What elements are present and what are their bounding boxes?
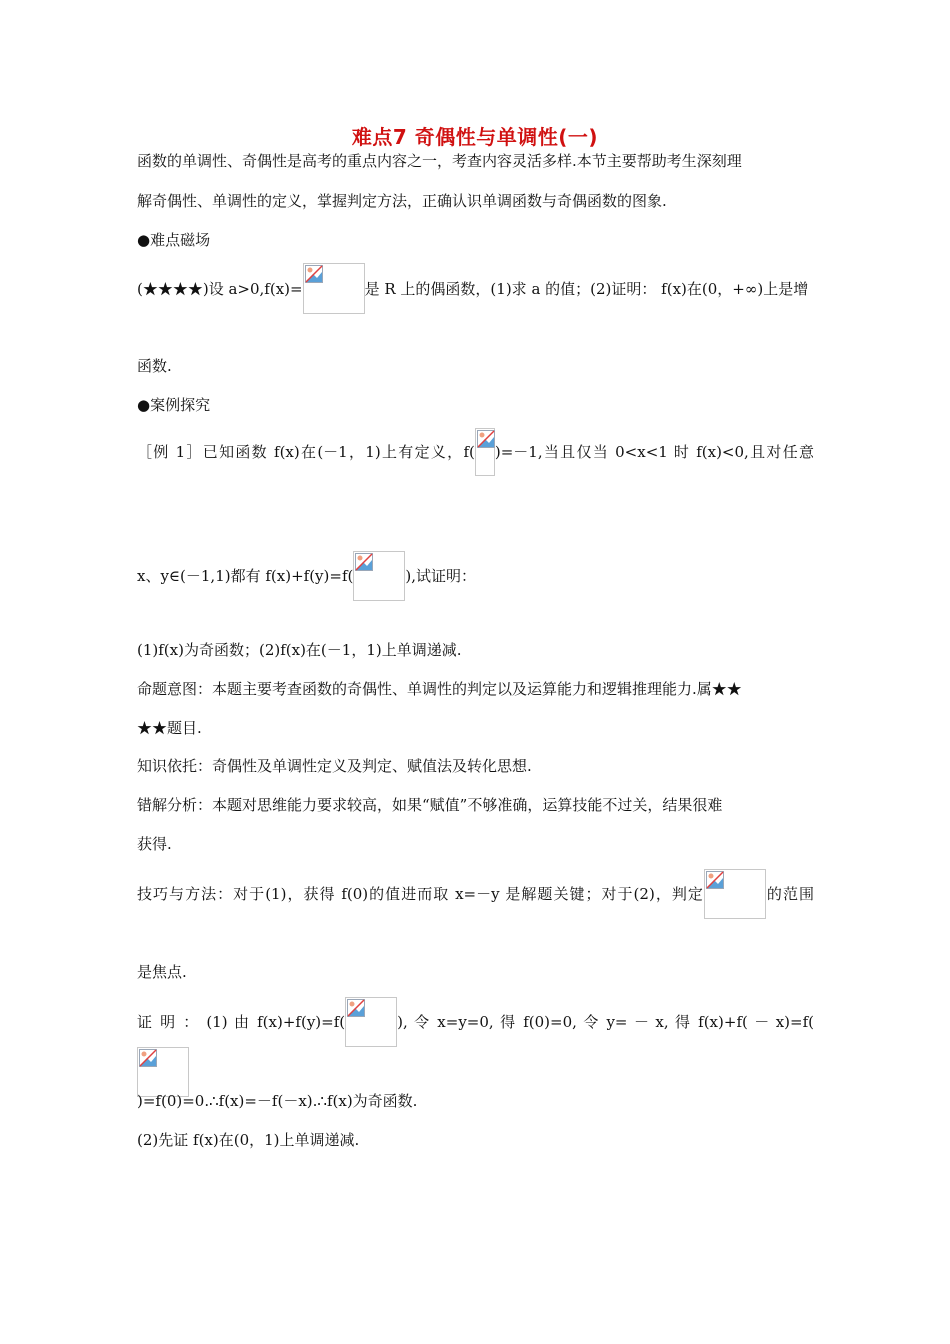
example-text-1a: ［例 1］已知函数 f(x)在(－1，1)上有定义，f( [137,443,475,461]
image-placeholder-icon [139,1049,157,1067]
skill-text-b: 的范围 [765,885,814,903]
formula-image [345,997,397,1047]
skill-line-2: 是焦点. [137,963,187,981]
proof-line-3: (2)先证 f(x)在(0，1)上单调递减. [137,1131,360,1149]
problem-text-b: 是 R 上的偶函数，(1)求 a 的值；(2)证明： f(x)在(0，+∞)上是增 [364,280,809,298]
example-line-2 [137,551,814,601]
error-line-2: 获得. [137,835,172,853]
example-text-2a: x、y∈(－1,1)都有 f(x)+f(y)=f( [137,567,354,585]
problem-line-1 [137,263,814,315]
example-text-1b: )=－1,当且仅当 0<x<1 时 f(x)<0,且对任意 [494,443,814,461]
example-line-1 [137,428,814,476]
example-line-3: (1)f(x)为奇函数；(2)f(x)在(－1，1)上单调递减. [137,641,462,659]
section-heading-difficulty: ●难点磁场 [137,231,211,249]
formula-image [704,869,766,919]
image-placeholder-icon [347,999,365,1017]
proof-text-1a: 证 明 ： (1) 由 f(x)+f(y)=f( [137,1013,346,1031]
formula-image [353,551,405,601]
image-placeholder-icon [477,430,495,448]
error-line-1: 错解分析：本题对思维能力要求较高，如果“赋值”不够准确，运算技能不过关，结果很难 [137,796,723,814]
formula-image [137,1047,189,1097]
image-placeholder-icon [706,871,724,889]
image-placeholder-icon [355,553,373,571]
section-heading-cases: ●案例探究 [137,396,211,414]
skill-line-1 [137,869,814,919]
problem-text-a: (★★★★)设 a>0,f(x)= [137,280,303,298]
intro-line-1: 函数的单调性、奇偶性是高考的重点内容之一，考查内容灵活多样.本节主要帮助考生深刻理 [137,152,742,170]
page-title: 难点7 奇偶性与单调性(一) [351,125,599,149]
proof-line-1 [137,997,814,1097]
formula-image [475,428,495,476]
proof-text-1b: ), 令 x=y=0, 得 f(0)=0, 令 y= － x, 得 f(x)+f( － x)=f( [397,1013,815,1031]
intent-line-2: ★★题目. [137,719,202,737]
skill-text-a: 技巧与方法：对于(1)，获得 f(0)的值进而取 x=－y 是解题关键；对于(2)，判定 [137,885,704,903]
knowledge-line: 知识依托：奇偶性及单调性定义及判定、赋值法及转化思想. [137,757,532,775]
formula-image [303,263,365,314]
intro-line-2: 解奇偶性、单调性的定义，掌握判定方法，正确认识单调函数与奇偶函数的图象. [137,192,667,210]
intent-line-1: 命题意图：本题主要考查函数的奇偶性、单调性的判定以及运算能力和逻辑推理能力.属★★ [137,680,742,698]
proof-line-2: )=f(0)=0.∴f(x)=－f(－x).∴f(x)为奇函数. [137,1092,418,1110]
problem-line-2: 函数. [137,357,172,375]
image-placeholder-icon [305,265,323,283]
example-text-2b: ),试证明： [405,567,476,585]
